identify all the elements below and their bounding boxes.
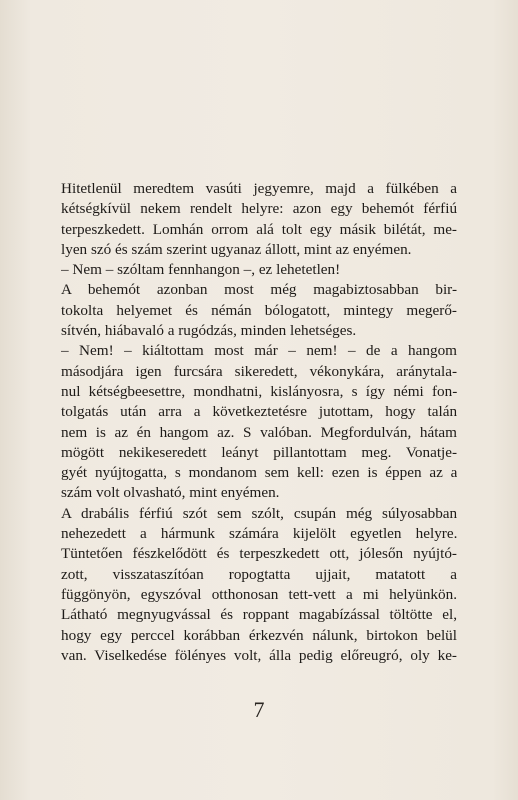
text-line: szám volt olvasható, mint enyémen. xyxy=(61,484,280,502)
text-line: terpeszkedett. Lomhán orrom alá tolt egy másik bilétát, me- xyxy=(61,220,457,238)
text-line: mögött nekikeseredett leányt pillantottam meg. Vonatje- xyxy=(61,443,457,461)
text-line: – Nem – szóltam fennhangon –, ez lehetetlen! xyxy=(61,261,341,279)
body-text xyxy=(61,179,457,666)
text-line: – Nem! – kiáltottam most már – nem! – de a hangom xyxy=(61,342,457,360)
text-line: másodjára igen furcsára sikeredett, vékonykára, aránytala- xyxy=(61,362,457,380)
text-line: lyen szó és szám szerint ugyanaz állott, mint az enyémen. xyxy=(61,240,412,258)
text-line: kétségkívül nekem rendelt helyre: azon egy behemót férfiú xyxy=(61,200,457,218)
text-line: tolgatás után arra a következtetésre jutottam, hogy talán xyxy=(61,403,457,421)
text-line: nehezedett a hármunk számára kijelölt egyetlen helyre. xyxy=(61,525,457,543)
text-line: zott, visszataszítóan ropogtatta ujjait, matatott a xyxy=(61,565,457,583)
text-line: függönyön, egyszóval otthonosan tett-vett a mi helyünkön. xyxy=(61,585,457,603)
text-line: nul kétségbeesettre, mondhatni, kislányosra, s így némi fon- xyxy=(61,382,457,400)
text-line: tokolta helyemet és némán bólogatott, mintegy megerő- xyxy=(61,301,457,319)
page-number: 7 xyxy=(253,697,265,722)
text-line: A drabális férfiú szót sem szólt, csupán még súlyosabban xyxy=(61,504,457,522)
text-line: Hitetlenül meredtem vasúti jegyemre, majd a fülkében a xyxy=(61,180,457,197)
text-line: hogy egy perccel korábban érkezvén nálunk, birtokon belül xyxy=(61,626,457,644)
text-line: nem is az én hangom az. S valóban. Megfordulván, hátam xyxy=(61,423,457,441)
text-line: Tüntetően fészkelődött és terpeszkedett ott, jólesőn nyújtó- xyxy=(61,545,457,563)
text-line: van. Viselkedése fölényes volt, álla pedig előreugró, oly ke- xyxy=(61,646,457,664)
text-line: gyét nyújtogatta, s mondanom sem kell: ezen is éppen az a xyxy=(61,464,457,482)
text-line: sítvén, hiábavaló a rugódzás, minden lehetséges. xyxy=(61,322,357,340)
text-line: Látható megnyugvással és roppant magabízással töltötte el, xyxy=(61,606,457,624)
text-line: A behemót azonban most még magabiztosabban bir- xyxy=(61,281,457,299)
